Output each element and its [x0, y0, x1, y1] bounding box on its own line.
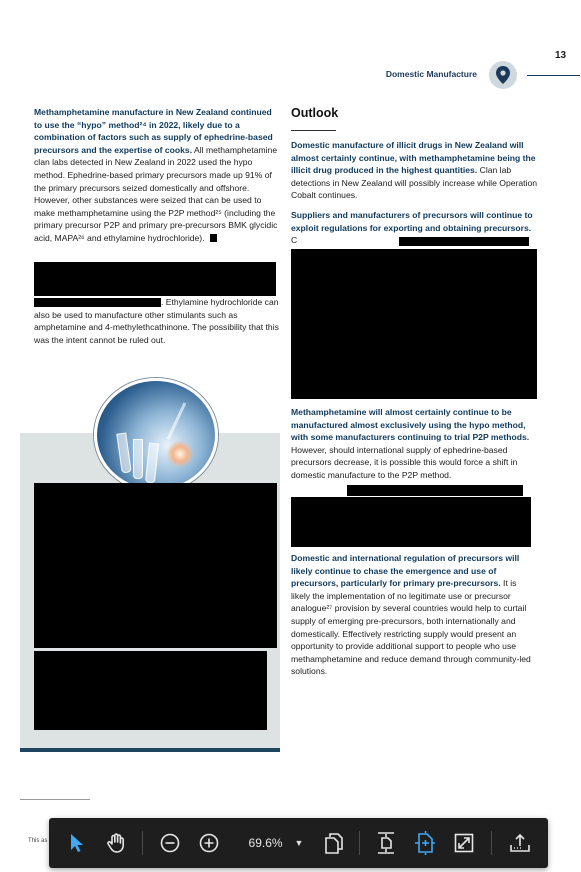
left-paragraph-body: All methamphetamine clan labs detected in New Zealand in 2022 used the hypo method. Ephedrine-based primary precursors made up 91% of the primary precursors seized domestically and offshore. However, other substances were seized that can be used to make methamphetamine using the P2P method²⁵ (including the primary precursor P2P and primary pre-precursors BMK glycidic acid, MAPA²⁶ and ethylamine hydrochloride).	[34, 144, 278, 243]
zoom-out-icon[interactable]	[155, 818, 185, 868]
left-paragraph-lead: Methamphetamine manufacture in New Zealand continued to use the “hypo” method²⁴ in 2022, likely due to a combination of factors such as supply of ephedrine-based precursors and the expertise of cooks.	[34, 107, 273, 155]
section-title: Domestic Manufacture	[385, 69, 477, 79]
redaction-block	[291, 497, 531, 547]
footnote-divider	[20, 799, 90, 800]
outlook-bullet-1-body: Clan lab detections in New Zealand will possibly increase while Operation Cobalt continues.	[291, 165, 538, 201]
page-copy-icon[interactable]	[319, 818, 349, 868]
location-pin-badge	[489, 61, 517, 89]
left-column	[34, 106, 279, 245]
redaction-block	[399, 237, 529, 246]
zoom-in-icon[interactable]	[194, 818, 224, 868]
redaction-block	[34, 262, 276, 296]
outlook-bullet-3	[291, 406, 537, 482]
outlook-bullet-2-body: C	[291, 235, 298, 246]
redaction-block	[34, 651, 267, 730]
location-pin-icon	[496, 66, 510, 84]
outlook-bullet-4-body: It is likely the implementation of no legitimate use or precursor analogue²⁷ provision by several countries would help to curtail supply of emerging pre-precursors, both internationally and domestically. Effectively restricting supply would present an opportunity to provide additional support to people who use methamphetamine and reduce demand through community-led solutions.	[291, 578, 531, 677]
pdf-toolbar	[49, 818, 548, 868]
outlook-bullet-1	[291, 139, 537, 202]
hand-pan-icon[interactable]	[101, 818, 131, 868]
outlook-bullet-3-body: However, should international supply of ephedrine-based precursors decrease, it is possible this would force a shift in domestic manufacture to the P2P method.	[291, 444, 518, 480]
outlook-divider	[291, 130, 336, 131]
zoom-value: 69.6%	[248, 836, 283, 850]
outlook-bullet-4-lead: Domestic and international regulation of precursors will likely continue to chase the emergence and use of precursors, particularly for primary pre-precursors.	[291, 553, 520, 589]
panel-accent-bar	[20, 748, 280, 752]
outlook-bullet-3-lead: Methamphetamine will almost certainly continue to be manufactured almost exclusively using the hypo method, with some manufacturers continuing to trial P2P methods.	[291, 407, 530, 443]
zoom-dropdown-icon: ▼	[294, 838, 304, 848]
fullscreen-icon[interactable]	[449, 818, 479, 868]
outlook-heading: Outlook	[291, 106, 339, 120]
left-paragraph-continued: . Ethylamine hydrochloride can also be used to manufacture other stimulants such as amphetamine and 4-methylethcathinone. The possibility that this was the intent cannot be ruled out.	[34, 297, 279, 345]
page-number: 13	[555, 50, 567, 61]
redaction-block	[210, 234, 217, 242]
fit-page-icon[interactable]	[410, 818, 440, 868]
fit-height-icon[interactable]	[371, 818, 401, 868]
zoom-level-select[interactable]	[235, 818, 317, 868]
outlook-bullet-2-lead: Suppliers and manufacturers of precursors will continue to exploit regulations for exporting and obtaining precursors.	[291, 210, 533, 233]
redaction-block	[34, 483, 277, 648]
share-upload-icon[interactable]	[504, 818, 536, 868]
header-divider	[527, 75, 580, 76]
redaction-block	[291, 249, 537, 399]
outlook-bullet-1-lead: Domestic manufacture of illicit drugs in New Zealand will almost certainly continue, with methamphetamine being the illicit drug produced in the highest quantities.	[291, 140, 536, 176]
redaction-block	[347, 485, 523, 496]
laboratory-image	[94, 378, 218, 492]
outlook-bullet-4	[291, 552, 537, 678]
select-pointer-icon[interactable]	[63, 818, 91, 868]
footnote-text: This as	[28, 838, 48, 844]
